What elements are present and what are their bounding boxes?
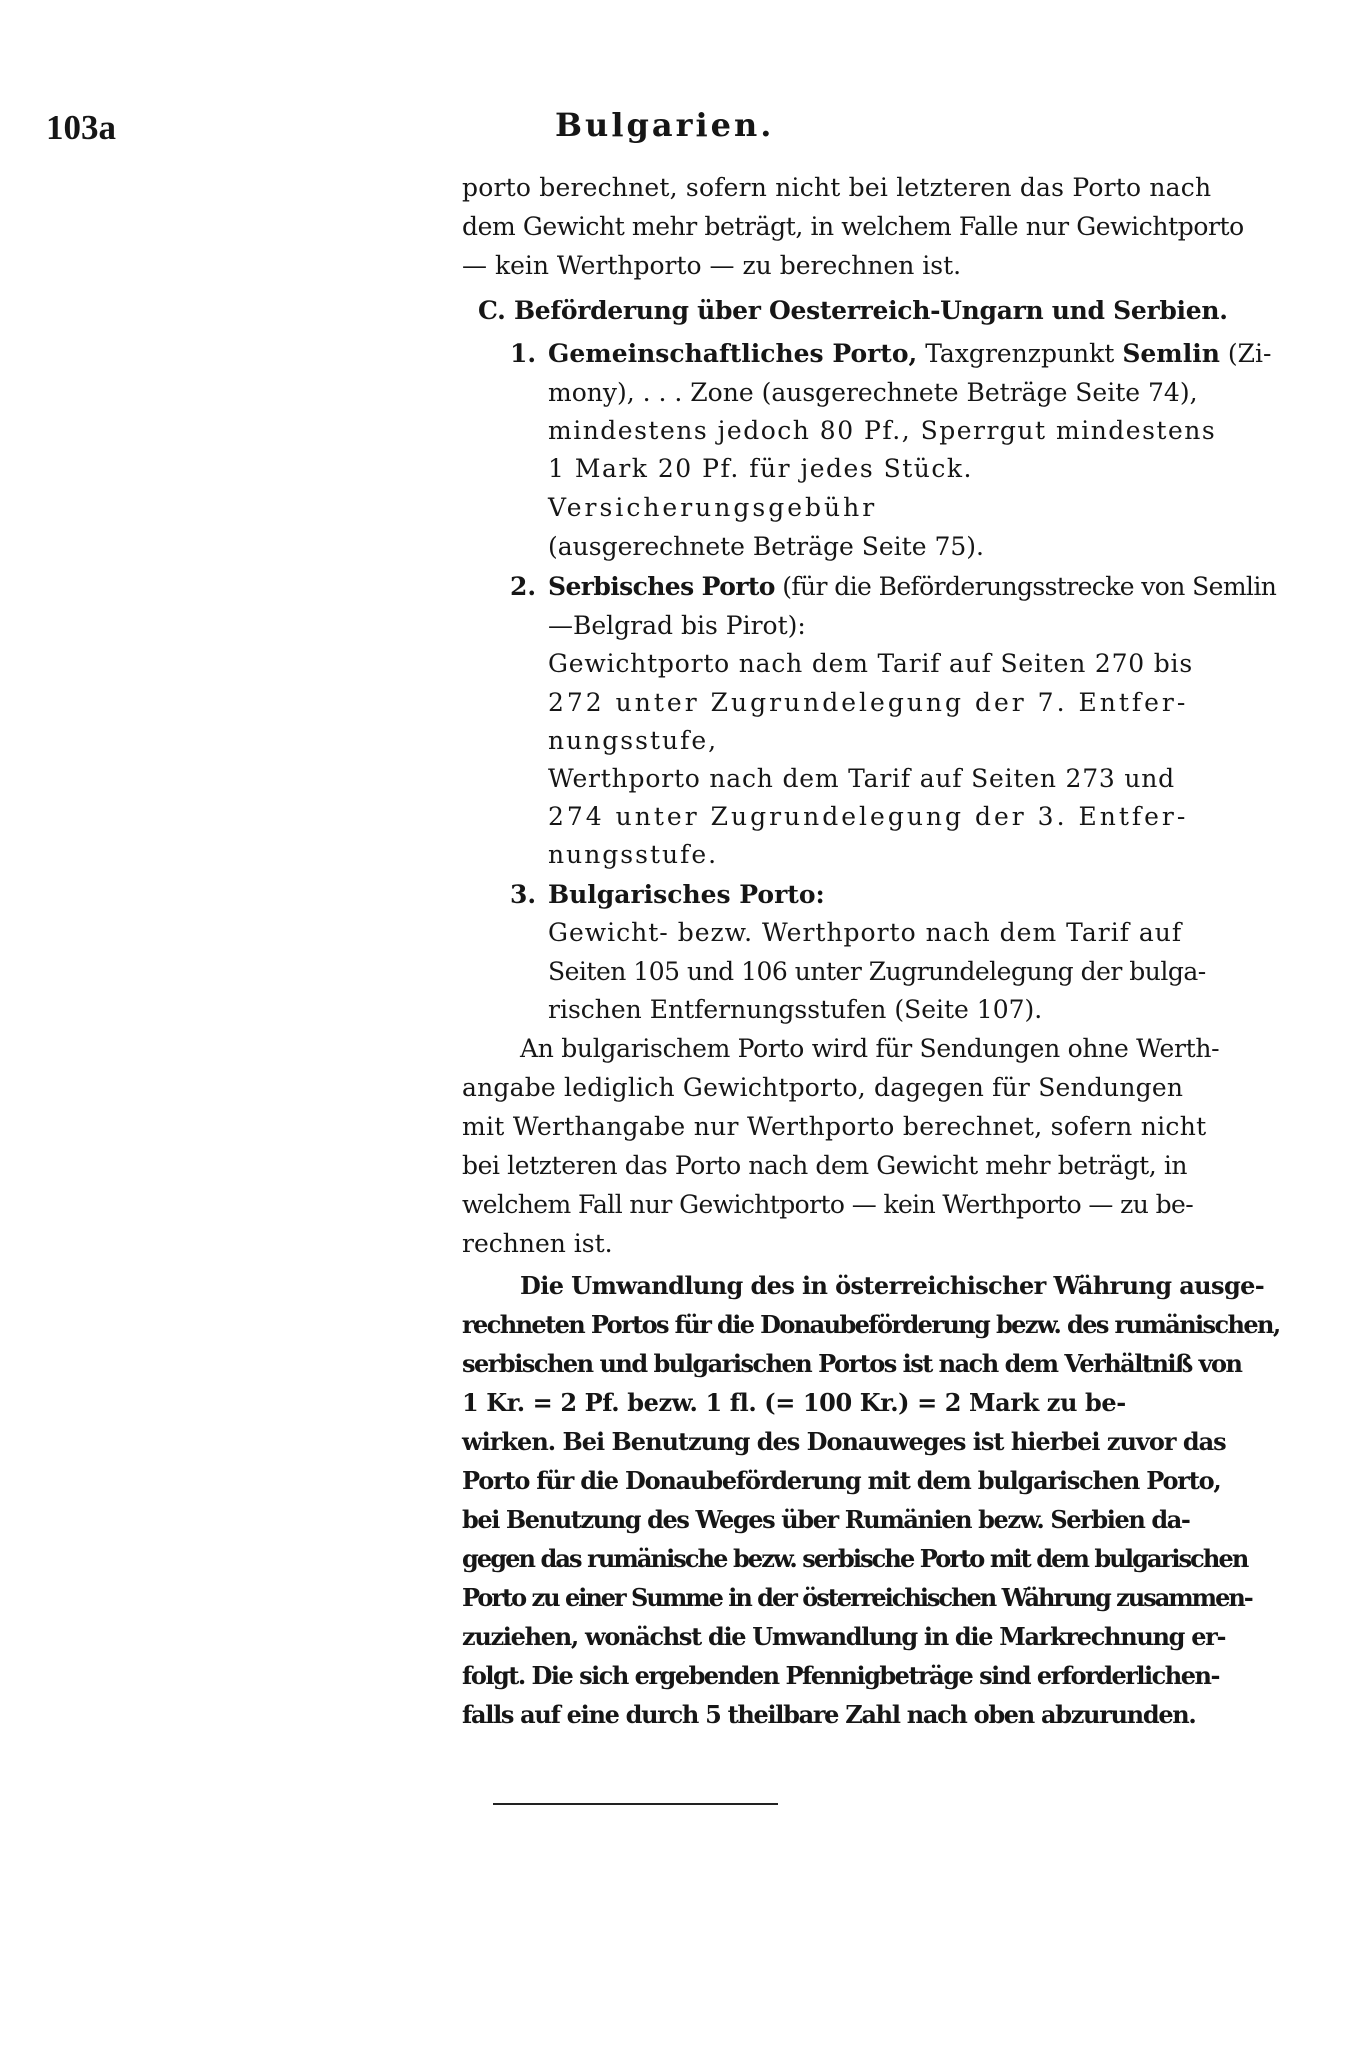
item-title: Gemeinschaftliches Porto,: [548, 339, 918, 368]
item-text: (für die Beförderungsstrecke von Semlin: [774, 572, 1277, 601]
text-line: rechneten Portos für die Donaubeförderung bezw. des rumänischen,: [462, 1310, 1280, 1339]
text-line: serbischen und bulgarischen Portos ist nach dem Verhältniß von: [462, 1349, 1242, 1378]
text-line: mit Werthangabe nur Werthporto berechnet, sofern nicht: [462, 1112, 1207, 1141]
text-line: mindestens jedoch 80 Pf., Sperrgut mindestens: [548, 416, 1217, 445]
item-line: [548, 341, 1271, 366]
item-text: Taxgrenzpunkt: [917, 339, 1123, 368]
text-line: rechnen ist.: [462, 1229, 613, 1258]
text-line: rischen Entfernungsstufen (Seite 107).: [548, 995, 1043, 1024]
text-line: folgt. Die sich ergebenden Pfennigbeträge sind erforderlichen-: [462, 1661, 1219, 1690]
page-number: 103a: [46, 108, 116, 147]
text-line: Porto für die Donaubeförderung mit dem bulgarischen Porto,: [462, 1466, 1221, 1495]
closing-rule: [493, 1803, 778, 1805]
running-head: Bulgarien.: [555, 106, 775, 144]
text-line: zuziehen, wonächst die Umwandlung in die Markrechnung er-: [462, 1622, 1226, 1651]
text-line: 1 Mark 20 Pf. für jedes Stück.: [548, 454, 973, 483]
text-line: Versicherungsgebühr: [548, 493, 878, 522]
text-line: 272 unter Zugrundelegung der 7. Entfer-: [548, 688, 1189, 717]
text-line: nungsstufe,: [548, 726, 719, 755]
item-number: 1.: [510, 339, 537, 368]
item-title: Serbisches Porto: [548, 572, 775, 601]
place-name: Semlin: [1122, 339, 1220, 368]
text-line: dem Gewicht mehr beträgt, in welchem Falle nur Gewichtporto: [462, 212, 1244, 241]
text-line: Gewichtporto nach dem Tarif auf Seiten 270 bis: [548, 649, 1193, 678]
text-line: welchem Fall nur Gewichtporto — kein Werthporto — zu be-: [462, 1190, 1194, 1219]
item-line: [548, 574, 1276, 599]
text-line: —Belgrad bis Pirot):: [548, 611, 806, 640]
text-line: — kein Werthporto — zu berechnen ist.: [462, 251, 962, 280]
text-line: bei letzteren das Porto nach dem Gewicht mehr beträgt, in: [462, 1151, 1188, 1180]
text-line: wirken. Bei Benutzung des Donauweges ist hierbei zuvor das: [462, 1427, 1226, 1456]
text-line: Gewicht- bezw. Werthporto nach dem Tarif auf: [548, 918, 1183, 947]
text-line: angabe lediglich Gewichtporto, dagegen für Sendungen: [462, 1073, 1184, 1102]
text-line: Die Umwandlung des in österreichischer Währung ausge-: [520, 1271, 1265, 1300]
text-line: nungsstufe.: [548, 840, 719, 869]
text-line: Seiten 105 und 106 unter Zugrundelegung der bulga-: [548, 957, 1206, 986]
text-line: (ausgerechnete Beträge Seite 75).: [548, 532, 984, 561]
text-line: Porto zu einer Summe in der österreichischen Währung zusammen-: [462, 1583, 1252, 1612]
item-title: Bulgarisches Porto:: [548, 880, 825, 909]
section-heading: C. Beförderung über Oesterreich-Ungarn und Serbien.: [478, 296, 1228, 325]
item-number: 3.: [510, 880, 537, 909]
text-line: Werthporto nach dem Tarif auf Seiten 273 und: [548, 764, 1175, 793]
text-line: 274 unter Zugrundelegung der 3. Entfer-: [548, 802, 1189, 831]
text-line: bei Benutzung des Weges über Rumänien bezw. Serbien da-: [462, 1505, 1190, 1534]
text-line: mony), . . . Zone (ausgerechnete Beträge Seite 74),: [548, 378, 1198, 407]
item-text: (Zi-: [1219, 339, 1272, 368]
item-number: 2.: [510, 572, 537, 601]
text-line: porto berechnet, sofern nicht bei letzteren das Porto nach: [462, 173, 1212, 202]
text-line: 1 Kr. = 2 Pf. bezw. 1 fl. (= 100 Kr.) = 2 Mark zu be-: [462, 1388, 1126, 1417]
text-line: falls auf eine durch 5 theilbare Zahl nach oben abzurunden.: [462, 1700, 1196, 1729]
text-line: gegen das rumänische bezw. serbische Porto mit dem bulgarischen: [462, 1544, 1248, 1573]
text-line: An bulgarischem Porto wird für Sendungen ohne Werth-: [520, 1034, 1220, 1063]
